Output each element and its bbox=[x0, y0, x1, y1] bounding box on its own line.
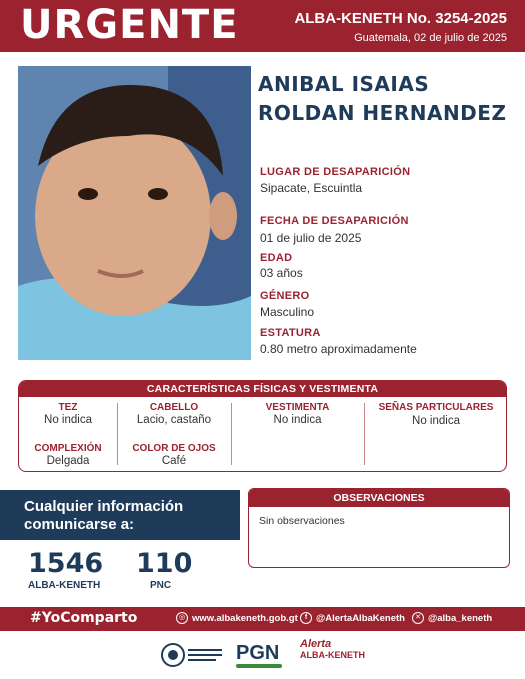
contact-banner bbox=[0, 490, 240, 540]
name-line-1: ANIBAL ISAIAS bbox=[258, 72, 430, 96]
characteristics-title: CARACTERÍSTICAS FÍSICAS Y VESTIMENTA bbox=[19, 381, 506, 397]
alerta-logo-text: Alerta bbox=[300, 638, 332, 650]
urgent-title: URGENTE bbox=[20, 2, 239, 48]
missing-child-photo bbox=[18, 66, 251, 360]
logos-row bbox=[160, 638, 370, 672]
gender-value: Masculino bbox=[260, 305, 315, 319]
eyes-value: Café bbox=[161, 455, 187, 467]
missing-person-name bbox=[258, 70, 520, 128]
alert-number: ALBA-KENETH No. 3254-2025 bbox=[294, 10, 507, 27]
contact-line-2: comunicarse a: bbox=[24, 516, 135, 533]
header-banner bbox=[0, 0, 525, 52]
facebook-link[interactable] bbox=[300, 612, 405, 624]
date-label: FECHA DE DESAPARICIÓN bbox=[260, 215, 409, 227]
skin-label: TEZ bbox=[58, 402, 78, 413]
pgn-logo: PGN bbox=[236, 642, 280, 664]
pnc-phone-label: PNC bbox=[150, 580, 172, 591]
globe-icon: ◎ bbox=[176, 612, 188, 624]
clothing-value: No indica bbox=[273, 414, 322, 426]
clothing-label: VESTIMENTA bbox=[265, 402, 330, 413]
pnc-phone[interactable]: 110 bbox=[136, 548, 193, 579]
age-value: 03 años bbox=[260, 266, 303, 280]
observations-title: OBSERVACIONES bbox=[249, 489, 509, 507]
age-label: EDAD bbox=[260, 252, 293, 264]
x-text: @alba_keneth bbox=[428, 612, 493, 624]
observations-text: Sin observaciones bbox=[259, 515, 345, 527]
hashtag: #YoComparto bbox=[30, 610, 138, 626]
height-label: ESTATURA bbox=[260, 327, 321, 339]
eyes-label: COLOR DE OJOS bbox=[132, 443, 216, 454]
contact-line-1: Cualquier información bbox=[24, 498, 184, 515]
build-label: COMPLEXIÓN bbox=[34, 443, 102, 454]
build-value: Delgada bbox=[46, 455, 90, 467]
skin-value: No indica bbox=[44, 414, 92, 426]
gender-label: GÉNERO bbox=[260, 290, 310, 302]
hair-value: Lacio, castaño bbox=[136, 414, 212, 426]
facebook-icon: f bbox=[300, 612, 312, 624]
website-link[interactable] bbox=[176, 612, 298, 624]
footer-bar bbox=[0, 607, 525, 631]
guatemala-seal-logo bbox=[160, 640, 224, 670]
alba-keneth-phone[interactable]: 1546 bbox=[28, 548, 104, 579]
characteristics-panel bbox=[18, 380, 507, 472]
hair-label: CABELLO bbox=[149, 402, 199, 413]
marks-label: SEÑAS PARTICULARES bbox=[378, 402, 494, 413]
place-label: LUGAR DE DESAPARICIÓN bbox=[260, 166, 411, 178]
place-value: Sipacate, Escuintla bbox=[260, 181, 363, 195]
facebook-text: @AlertaAlbaKeneth bbox=[316, 612, 405, 624]
marks-value: No indica bbox=[412, 415, 460, 427]
name-line-2: ROLDAN HERNANDEZ bbox=[258, 101, 507, 125]
alert-date: Guatemala, 02 de julio de 2025 bbox=[354, 32, 507, 44]
alba-keneth-logo-text: ALBA-KENETH bbox=[300, 650, 365, 660]
website-text: www.albakeneth.gob.gt bbox=[192, 612, 298, 624]
x-icon: ✕ bbox=[412, 612, 424, 624]
date-value: 01 de julio de 2025 bbox=[260, 231, 362, 245]
x-link[interactable] bbox=[412, 612, 492, 624]
height-value: 0.80 metro aproximadamente bbox=[260, 342, 417, 356]
pgn-swoosh-icon bbox=[236, 664, 282, 668]
alba-keneth-phone-label: ALBA-KENETH bbox=[28, 580, 101, 591]
observations-panel bbox=[248, 488, 510, 568]
